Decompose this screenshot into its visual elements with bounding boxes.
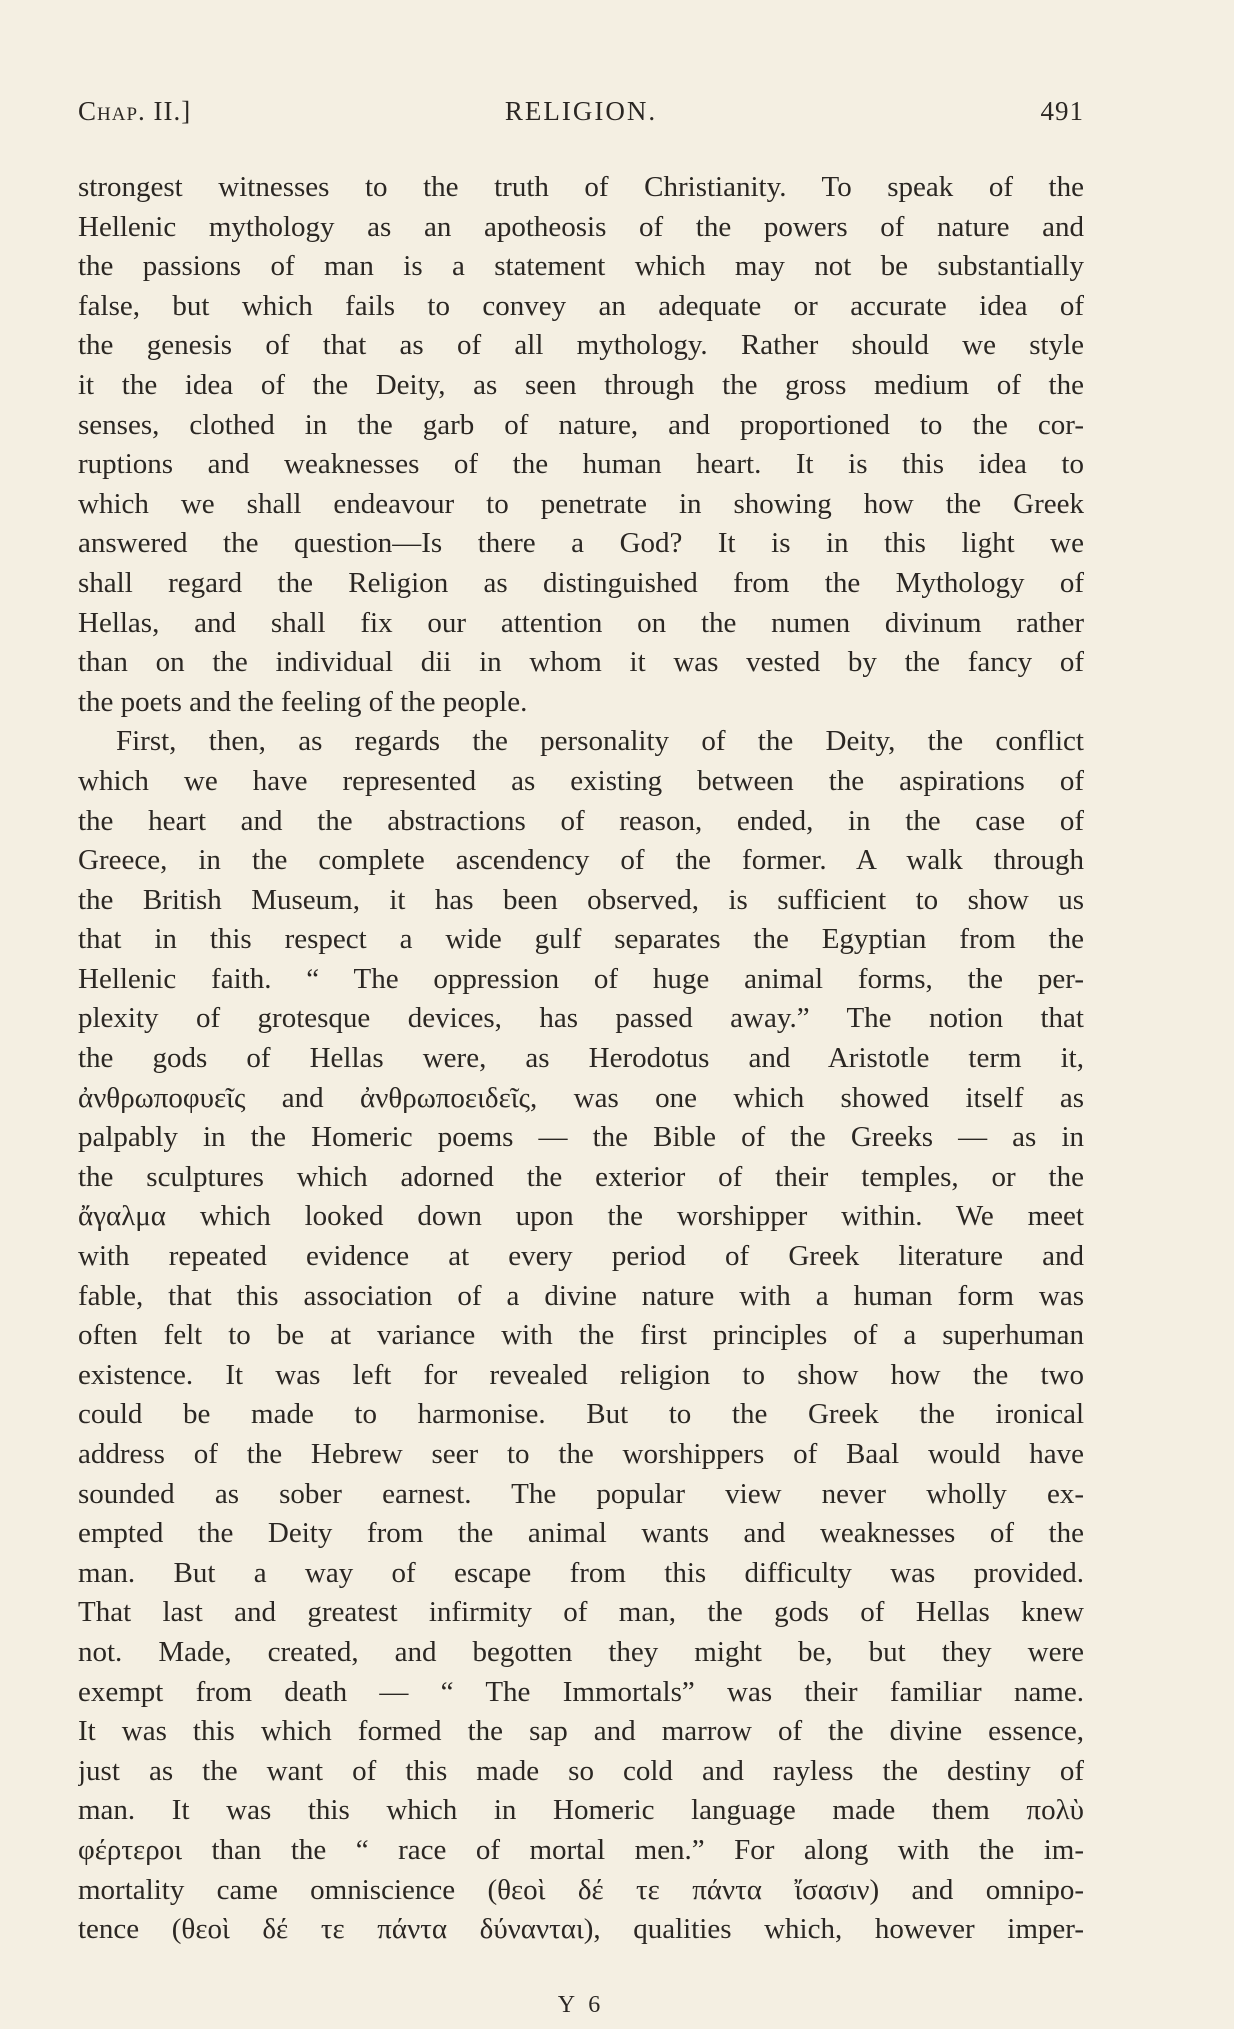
signature-mark: Y 6: [557, 1992, 605, 2018]
text-line: That last and greatest infirmity of man, the gods of Hellas knew: [78, 1596, 1084, 1629]
text-line: fable, that this association of a divine nature with a human form was: [78, 1279, 1084, 1312]
text-line: it the idea of the Deity, as seen through the gross medium of the: [78, 368, 1084, 401]
text-line: that in this respect a wide gulf separates the Egyptian from the: [78, 923, 1084, 956]
text-line: tence (θεοὶ δέ τε πάντα δύνανται), qualities which, however imper-: [78, 1913, 1084, 1946]
text-line: the genesis of that as of all mythology. Rather should we style: [78, 329, 1084, 362]
text-line: man. But a way of escape from this difficulty was provided.: [78, 1556, 1084, 1589]
text-line: the sculptures which adorned the exterior of their temples, or the: [78, 1160, 1084, 1193]
text-line: the British Museum, it has been observed, is sufficient to show us: [78, 883, 1084, 916]
text-line: address of the Hebrew seer to the worshippers of Baal would have: [78, 1438, 1084, 1470]
text-line: which we have represented as existing between the aspirations of: [78, 764, 1084, 797]
text-line: First, then, as regards the personality of the Deity, the conflict: [116, 725, 1084, 758]
text-line: ἄγαλμα which looked down upon the worshipper within. We meet: [78, 1200, 1084, 1233]
text-line: palpably in the Homeric poems — the Bible of the Greeks — as in: [78, 1121, 1084, 1154]
running-title: RELIGION.: [504, 96, 658, 126]
text-line: answered the question—Is there a God? It is in this light we: [78, 527, 1084, 560]
text-line: empted the Deity from the animal wants and weaknesses of the: [78, 1517, 1084, 1550]
text-line: ἀνθρωποφυεῖς and ἀνθρωποειδεῖς, was one which showed itself as: [78, 1081, 1084, 1114]
text-line: Hellas, and shall fix our attention on the numen divinum rather: [78, 606, 1084, 639]
text-line: Greece, in the complete ascendency of the former. A walk through: [78, 844, 1084, 877]
text-line: the gods of Hellas were, as Herodotus and Aristotle term it,: [78, 1042, 1084, 1075]
text-line: often felt to be at variance with the first principles of a superhuman: [78, 1319, 1084, 1352]
text-line: mortality came omniscience (θεοὶ δέ τε πάντα ἴσασιν) and omnipo-: [78, 1873, 1084, 1906]
running-head: [78, 96, 1084, 140]
body-text: [78, 168, 1084, 1950]
text-line: with repeated evidence at every period of Greek literature and: [78, 1240, 1084, 1273]
text-line: not. Made, created, and begotten they might be, but they were: [78, 1635, 1084, 1668]
text-line: the heart and the abstractions of reason, ended, in the case of: [78, 804, 1084, 837]
text-line: exempt from death — “ The Immortals” was their familiar name.: [78, 1675, 1084, 1708]
text-line: sounded as sober earnest. The popular view never wholly ex-: [78, 1477, 1084, 1510]
text-line: plexity of grotesque devices, has passed away.” The notion that: [78, 1002, 1084, 1035]
page-number: 491: [1040, 96, 1084, 126]
text-line: φέρτεροι than the “ race of mortal men.” For along with the im-: [78, 1833, 1084, 1866]
text-line: senses, clothed in the garb of nature, and proportioned to the cor-: [78, 408, 1084, 441]
text-line: could be made to harmonise. But to the Greek the ironical: [78, 1398, 1084, 1431]
text-line: the poets and the feeling of the people.: [78, 685, 528, 718]
text-line: man. It was this which in Homeric language made them πολὺ: [78, 1794, 1084, 1827]
text-line: ruptions and weaknesses of the human heart. It is this idea to: [78, 448, 1084, 481]
text-line: strongest witnesses to the truth of Christianity. To speak of the: [78, 171, 1084, 203]
chapter-label: Chap. II.]: [78, 96, 192, 126]
text-line: It was this which formed the sap and marrow of the divine essence,: [78, 1715, 1084, 1748]
text-line: Hellenic faith. “ The oppression of huge animal forms, the per-: [78, 962, 1084, 995]
text-line: Hellenic mythology as an apotheosis of the powers of nature and: [78, 210, 1084, 243]
text-line: than on the individual dii in whom it was vested by the fancy of: [78, 646, 1084, 679]
book-page: [78, 96, 1084, 2018]
text-line: false, but which fails to convey an adequate or accurate idea of: [78, 289, 1084, 322]
text-line: just as the want of this made so cold and rayless the destiny of: [78, 1754, 1084, 1787]
text-line: shall regard the Religion as distinguished from the Mythology of: [78, 566, 1084, 599]
text-line: existence. It was left for revealed religion to show how the two: [78, 1358, 1084, 1391]
text-line: the passions of man is a statement which may not be substantially: [78, 250, 1084, 283]
text-line: which we shall endeavour to penetrate in showing how the Greek: [78, 487, 1084, 520]
